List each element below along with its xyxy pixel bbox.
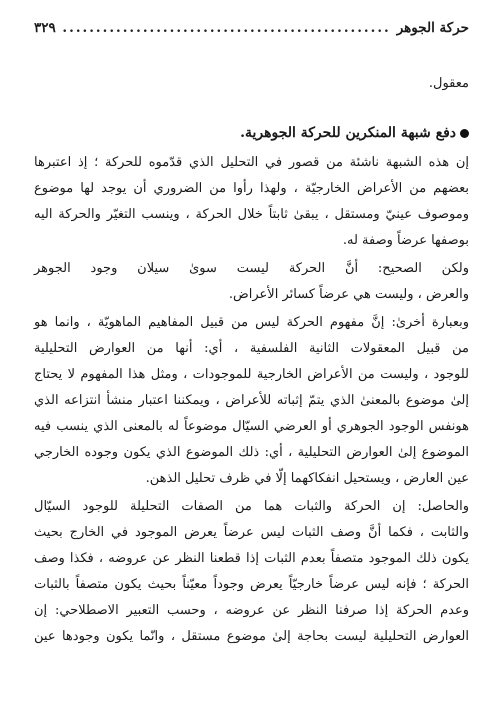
text-line: للوجود ، وليست من الأعراض الخارجية للموجودات ، ومثل هذا المفهوم لا يحتاج [34,367,469,382]
text-line: العوارض التحليلية ليست بحاجة إلىٰ موضوع مستقل ، وانّما يكون وجودها عين [34,629,469,644]
section-heading-text: دفع شبهة المنكرين للحركة الجوهرية. [240,125,456,141]
text-line: وعدم الحركة إذا صرفنا النظر عن عروضه ، وحسب التعبير الاصطلاحي: إن [34,603,469,618]
text-line: من قبيل المعقولات الثانية الفلسفية ، أي: أنها من العوارض التحليلية [34,341,469,356]
section-heading [34,123,469,143]
text-line: والحاصل: إن الحركة والثبات هما من الصفات التحليلة للوجود السيّال [34,499,469,514]
text-line: الموضوع إلىٰ العوارض التحليلية ، أي: ذلك الموضوع الذي يكون وجوده الخارجي [34,445,469,460]
bullet-icon [460,129,469,138]
running-header [34,18,469,38]
text-line: معقول. [428,76,469,91]
text-line: عين العارض ، ويستحيل انفكاكهما إلّا في ظرف تحليل الذهن. [145,471,469,486]
text-line: إلىٰ موضوع بالمعنىٰ الذي يتمّ إثباته للأعراض ، ويمكننا اعتبار منشأ انتزاعه الذي [34,393,469,408]
text-line: بعضهم من الأعراض الخارجيّة ، ولهذا رأوا من الضروري أن يوجد لها موضوع [34,181,469,196]
header-leader-dots [62,20,391,36]
page-number: ٣٢٩ [34,20,56,36]
text-line: الحركة ؛ فإنه ليس عرضاً خارجيّاً يعرض وجوداً معيّناً بحيث يكون متصفاً بالثبات [34,577,469,592]
text-line: ولكن الصحيح: أنَّ الحركة ليست سوىٰ سيلان وجود الجوهر [34,261,469,276]
text-line: والثابت ، فكما أنَّ وصف الثبات ليس عرضاً يعرض الموجود في الخارج بحيث [34,525,469,540]
header-title: حركة الجوهر [396,20,469,36]
text-line: يكون ذلك الموجود متصفاً بعدم الثبات إذا قطعنا النظر عن عروضه ، فكذا وصف [34,551,469,566]
text-line: إن هذه الشبهة ناشئة من قصور في التحليل الذي قدّموه للحركة ؛ إذ اعتبرها [34,155,469,170]
text-line: بوصفها عرضاً وصفة له. [342,233,469,248]
text-line: والعرض ، وليست هي عرضاً كسائر الأعراض. [228,287,469,302]
text-line: وموصوف عينيّ ومستقل ، يبقىٰ ثابتاً خلال الحركة ، وينسب التغيّر والحركة اليه [34,207,469,222]
text-line: هونفس الوجود الجوهري أو العرضي السيّال موضوعاً له بالمعنى الذي ينسب فيه [34,419,469,434]
text-line: وبعبارة أخرىٰ: إنَّ مفهوم الحركة ليس من قبيل المفاهيم الماهويّة ، وانما هو [34,315,469,330]
